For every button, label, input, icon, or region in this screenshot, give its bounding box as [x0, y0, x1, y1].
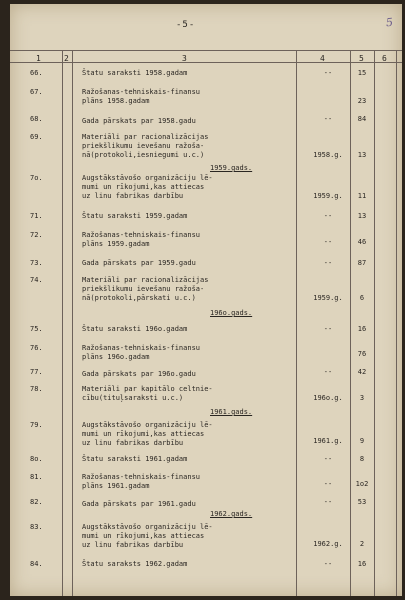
row-title: Štatu saraksti 1961.gadam	[82, 455, 188, 463]
row-number: 8o.	[30, 455, 43, 463]
row-number: 72.	[30, 231, 43, 239]
row-count: 53	[357, 498, 367, 506]
column-rule	[374, 50, 375, 596]
row-year: --	[323, 455, 333, 463]
row-number: 75.	[30, 325, 43, 333]
row-number: 67.	[30, 88, 43, 96]
row-count: 15	[357, 69, 367, 77]
row-year: --	[323, 212, 333, 220]
row-title: Augstākstāvošo organizāciju lē- mumi un rīkojumi,kas attiecas uz linu fabrikas darbību	[82, 421, 213, 447]
row-year: 1959.g.	[313, 294, 343, 302]
row-count: 87	[357, 259, 367, 267]
row-year: --	[323, 69, 333, 77]
row-count: 11	[357, 192, 367, 200]
column-rule	[72, 50, 73, 596]
row-count: 2	[359, 540, 365, 548]
row-title: Gada pārskats par 1959.gadu	[82, 259, 196, 267]
row-title: Augstākstāvošo organizāciju lē- mumi un rīkojumi,kas attiecas uz linu fabrikas darbību	[82, 174, 213, 200]
row-count: 13	[357, 212, 367, 220]
row-count: 9	[359, 437, 365, 445]
row-year: 1958.g.	[313, 151, 343, 159]
row-year: --	[323, 560, 333, 568]
section-heading: 1959.gads.	[210, 164, 253, 172]
section-heading: 1962.gads.	[210, 510, 253, 518]
row-number: 66.	[30, 69, 43, 77]
column-header: 2	[64, 54, 69, 63]
row-year: 196o.g.	[313, 394, 343, 402]
row-title: Gada pārskats par 1958.gadu	[82, 117, 196, 125]
row-year: 1961.g.	[313, 437, 343, 445]
row-title: Ražošanas-tehniskais-finansu plāns 196o.gadam	[82, 344, 201, 361]
row-number: 77.	[30, 368, 43, 376]
column-header: 4	[320, 54, 325, 63]
row-year: 1959.g.	[313, 192, 343, 200]
row-count: 42	[357, 368, 367, 376]
row-number: 73.	[30, 259, 43, 267]
row-number: 82.	[30, 498, 43, 506]
row-number: 68.	[30, 115, 43, 123]
row-number: 7o.	[30, 174, 43, 182]
column-rule	[396, 50, 397, 596]
row-number: 74.	[30, 276, 43, 284]
column-rule	[350, 50, 351, 596]
row-count: 6	[359, 294, 365, 302]
column-rule	[296, 50, 297, 596]
row-count: 23	[357, 97, 367, 105]
row-number: 83.	[30, 523, 43, 531]
row-count: 1o2	[355, 480, 369, 488]
column-rule	[62, 50, 63, 596]
row-count: 46	[357, 238, 367, 246]
row-title: Gada pārskats par 196o.gadu	[82, 370, 196, 378]
row-count: 13	[357, 151, 367, 159]
row-title: Gada pārskats par 1961.gadu	[82, 500, 196, 508]
table-top-rule	[10, 50, 402, 51]
column-header: 1	[36, 54, 41, 63]
row-number: 81.	[30, 473, 43, 481]
section-heading: 196o.gads.	[210, 309, 253, 317]
row-year: --	[323, 368, 333, 376]
row-number: 76.	[30, 344, 43, 352]
row-title: Materiāli par racionalizācijas priekšlikumu ievešanu ražoša- nā(protokoli,pārskati u.c.)	[82, 276, 209, 302]
corner-mark: 5	[385, 15, 394, 30]
row-title: Štatu saraksti 1959.gadam	[82, 212, 188, 220]
column-header: 5	[359, 54, 364, 63]
document-page	[10, 4, 402, 596]
row-count: 84	[357, 115, 367, 123]
row-count: 16	[357, 560, 367, 568]
row-count: 76	[357, 350, 367, 358]
row-number: 69.	[30, 133, 43, 141]
column-header: 6	[382, 54, 387, 63]
row-year: --	[323, 325, 333, 333]
row-count: 3	[359, 394, 365, 402]
column-header: 3	[182, 54, 187, 63]
row-count: 8	[359, 455, 365, 463]
row-number: 84.	[30, 560, 43, 568]
section-heading: 1961.gads.	[210, 408, 253, 416]
row-title: Štatu saraksti 196o.gadam	[82, 325, 188, 333]
page-number: -5-	[176, 20, 196, 30]
row-number: 78.	[30, 385, 43, 393]
row-year: --	[323, 238, 333, 246]
row-title: Augstākstāvošo organizāciju lē- mumi un rīkojumi,kas attiecas uz linu fabrikas darbību	[82, 523, 213, 549]
row-title: Ražošanas-tehniskais-finansu plāns 1958.gadam	[82, 88, 201, 105]
row-title: Materiāli par racionalizācijas priekšlikumu ievešanu ražoša- nā(protokoli,iesniegumi u.c.)	[82, 133, 209, 159]
row-year: --	[323, 259, 333, 267]
row-number: 79.	[30, 421, 43, 429]
row-year: --	[323, 498, 333, 506]
row-year: --	[323, 115, 333, 123]
row-number: 71.	[30, 212, 43, 220]
row-title: Štatu saraksts 1962.gadam	[82, 560, 188, 568]
row-title: Štatu saraksti 1958.gadam	[82, 69, 188, 77]
row-year: 1962.g.	[313, 540, 343, 548]
row-count: 16	[357, 325, 367, 333]
row-title: Ražošanas-tehniskais-finansu plāns 1961.gadam	[82, 473, 201, 490]
row-title: Materiāli par kapitālo celtnie- cību(tituļsaraksti u.c.)	[82, 385, 213, 402]
row-year: --	[323, 480, 333, 488]
row-title: Ražošanas-tehniskais-finansu plāns 1959.gadam	[82, 231, 201, 248]
